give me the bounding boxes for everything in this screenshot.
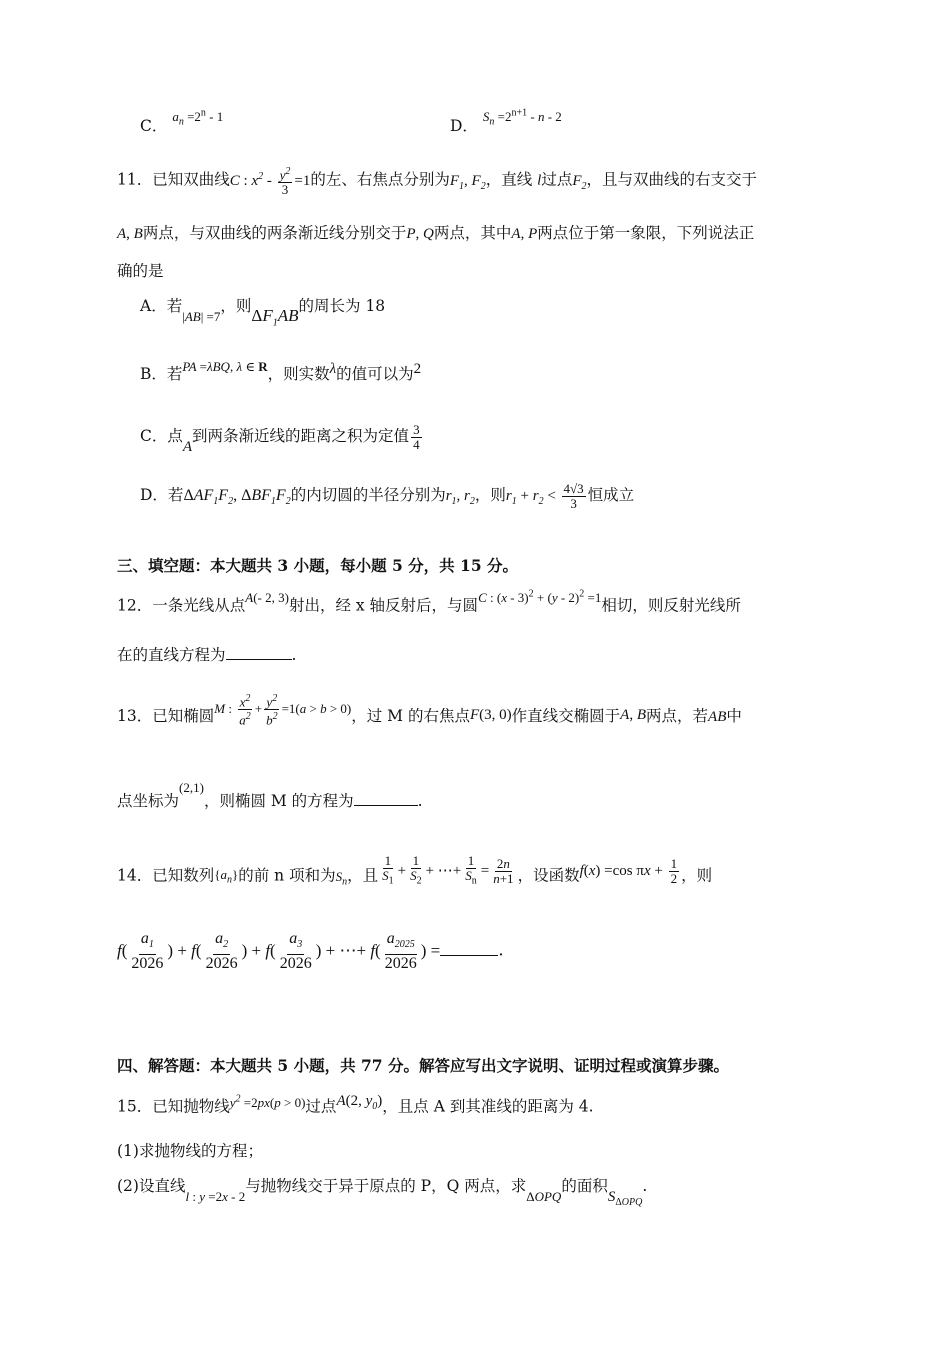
q12-text: 在的直线方程为 xyxy=(117,646,226,664)
q11-option-c-label: C．点 xyxy=(140,426,183,445)
q11-option-c xyxy=(140,422,840,455)
q14-text: ，且 xyxy=(347,866,379,885)
q15-area: $S_{\Delta OPQ}$ xyxy=(607,1189,643,1208)
q10-option-c-formula: $a_n =2^n - 1$ xyxy=(172,107,224,128)
q13-stem-line2 xyxy=(117,780,840,813)
q11-option-c-value: $\frac{3}{4}$ xyxy=(413,422,420,452)
q13-text: ，则椭圆 M 的方程为 xyxy=(203,792,354,810)
q12-text: . xyxy=(291,646,297,664)
q13-number: 13． xyxy=(117,706,153,725)
q13-text: . xyxy=(417,792,423,810)
q15-parabola-formula: y2 =2px(p > 0) xyxy=(229,1094,306,1111)
q11-foci: $F_1$, $F_2$ xyxy=(449,172,486,192)
q12-stem-line2 xyxy=(117,643,840,666)
section-4-heading: 四、解答题：本大题共 5 小题，共 77 分。解答应写出文字说明、证明过程或演算步骤。 xyxy=(117,1056,729,1075)
q11-option-c-point: A xyxy=(182,438,193,455)
q12-number: 12． xyxy=(117,596,153,615)
q12-text: 一条光线从点 xyxy=(152,596,246,615)
q13-text: 已知椭圆 xyxy=(152,706,215,725)
q13-answer-blank[interactable] xyxy=(354,789,418,806)
q11-text: 确的是 xyxy=(117,262,164,280)
q11-text: 到两条渐近线的距离之积为定值 xyxy=(192,426,410,445)
q11-option-d xyxy=(140,482,840,513)
q11-option-b-value: 2 xyxy=(413,361,422,377)
q15-part2 xyxy=(117,1175,840,1208)
q11-option-a-triangle: $\Delta F_1AB$ xyxy=(251,306,299,329)
q11-hyperbola-formula: C : $x^2$ - $\frac{y^2}{3}$ =1 xyxy=(229,166,311,198)
q11-points-pq: P, Q xyxy=(406,226,434,242)
q15-stem xyxy=(117,1093,840,1124)
q11-text: 两点位于第一象限，下列说法正 xyxy=(537,224,755,242)
q11-f2: $F_2$ xyxy=(572,172,587,192)
q14-text: ，设函数 xyxy=(517,866,580,885)
q13-text: ，过 M 的右焦点 xyxy=(351,706,470,725)
q12-text: 相切，则反射光线所 xyxy=(601,596,741,615)
q15-text: 过点 xyxy=(305,1097,337,1116)
q13-focus: F(3, 0) xyxy=(469,706,512,723)
q10-option-d-label: D． xyxy=(450,117,478,135)
q11-option-d-triangles: $\Delta AF_1F_2$, $\Delta BF_1F_2$ xyxy=(183,486,291,508)
section-3-heading: 三、填空题：本大题共 3 小题，每小题 5 分，共 15 分。 xyxy=(117,556,519,575)
q14-answer-blank[interactable] xyxy=(440,939,498,956)
q11-text: 的值可以为 xyxy=(336,365,414,383)
q10-option-c-label: C． xyxy=(140,117,168,135)
q13-text: 点坐标为 xyxy=(117,792,180,810)
q14-text: 已知数列 xyxy=(152,866,215,885)
q11-stem-line2 xyxy=(117,222,840,245)
q11-points-ap: A, P xyxy=(511,226,538,242)
q14-sum-expression: f( $\frac{a_1}{2026}$ ) + f( $\frac{a_2}{2026}$ ) + f( $\frac{a_3}{2026}$ ) + ⋯+ f( $\frac{a_{2025}}{2026}$ ) = xyxy=(117,930,441,973)
q11-line-l: l xyxy=(537,172,542,189)
q14-stem-line2 xyxy=(117,930,840,973)
q11-text: 两点，与双曲线的两条渐近线分别交于 xyxy=(142,224,407,242)
q12-stem-line1 xyxy=(117,589,840,617)
q11-text: 过点 xyxy=(541,170,573,189)
q15-text: . xyxy=(642,1177,648,1195)
q12-answer-blank[interactable] xyxy=(226,643,292,660)
q13-ellipse-formula: M : x2 a2 + y2 b2 =1(a > b > 0) xyxy=(214,693,352,728)
q10-option-d xyxy=(450,104,562,135)
q15-number: 15． xyxy=(117,1097,153,1116)
q15-point-a: A(2, $y_0$) xyxy=(336,1093,383,1113)
q11-option-a-label: A．若 xyxy=(140,297,183,315)
q11-text: ，则实数 xyxy=(267,365,330,383)
q14-function: f(x) =cos πx + $\frac{1}{2}$ xyxy=(579,855,678,886)
q14-text: 的前 n 项和为 xyxy=(238,866,336,885)
q15-text: 与抛物线交于异于原点的 P，Q 两点，求 xyxy=(245,1177,527,1195)
q11-text: 的左、右焦点分别为 xyxy=(310,170,450,189)
q11-option-a xyxy=(140,295,840,329)
q15-triangle: ΔOPQ xyxy=(526,1189,562,1204)
q12-point-a: A(- 2, 3) xyxy=(245,590,289,606)
q14-number: 14． xyxy=(117,866,153,885)
q15-line-l: l : y =2x - 2 xyxy=(185,1189,246,1204)
q11-option-b xyxy=(140,359,840,386)
q11-text: ，且与双曲线的右支交于 xyxy=(586,170,758,189)
q15-text: 的面积 xyxy=(561,1177,608,1195)
q15-part1: (1)求抛物线的方程； xyxy=(117,1142,263,1160)
q11-option-b-cond: PA =λBQ, λ ∈ R xyxy=(182,359,268,374)
q11-text: ，直线 xyxy=(485,170,533,189)
q10-option-c xyxy=(140,104,224,135)
q14-sequence: $\{a_n\}$ xyxy=(214,866,239,886)
q12-text: 射出，经 x 轴反射后，与圆 xyxy=(288,596,479,615)
q11-text: ，则 xyxy=(220,297,252,315)
q13-text: 两点，若 xyxy=(646,706,709,725)
q15-text: ，且点 A 到其准线的距离为 4. xyxy=(382,1097,594,1116)
q14-sum-sn: $S_n$ xyxy=(335,868,348,888)
q11-points-ab: A, B xyxy=(117,226,143,242)
q15-text: (2)设直线 xyxy=(117,1177,186,1195)
q11-stem-line3 xyxy=(117,260,840,282)
q12-circle-formula: C : (x - 3)2 + (y - 2)2 =1 xyxy=(478,589,602,606)
q13-midpoint: (2,1) xyxy=(179,780,204,795)
q11-option-d-radii: $r_1$, $r_2$ xyxy=(445,487,475,507)
q13-text: 中 xyxy=(726,706,742,725)
q11-text: 两点，其中 xyxy=(433,224,512,242)
q11-option-d-inequality: $r_1 + r_2$ < $\frac{4√3}{3}$ xyxy=(505,481,584,511)
q11-text: 的周长为 18 xyxy=(298,297,386,315)
q11-text: 恒成立 xyxy=(587,485,635,504)
q13-stem-line1 xyxy=(117,693,840,736)
q11-text: 的内切圆的半径分别为 xyxy=(290,485,446,504)
q11-option-b-lambda: λ xyxy=(329,361,337,377)
q13-segment-ab: AB xyxy=(708,708,727,725)
q11-stem-line1 xyxy=(117,165,840,198)
q11-number: 11． xyxy=(117,170,153,189)
q11-text: 已知双曲线 xyxy=(152,170,230,189)
q11-option-b-label: B．若 xyxy=(140,365,183,383)
q14-sum-condition: $\frac{1}{S_1}$ + $\frac{1}{S_2}$ + ⋯+ $\frac{1}{S_n}$ = $\frac{2n}{n+1}$ xyxy=(382,853,514,887)
q13-text: 作直线交椭圆于 xyxy=(511,706,621,725)
q14-stem-line1 xyxy=(117,853,840,895)
q11-option-a-cond: |AB| =7 xyxy=(182,309,221,324)
q14-text: . xyxy=(498,940,504,961)
q15-text: 已知抛物线 xyxy=(152,1097,230,1116)
q13-points-ab: A, B xyxy=(620,706,647,723)
q10-option-d-formula: $S_n =2^{n+1} - n - 2$ xyxy=(482,107,562,128)
q14-text: ，则 xyxy=(681,866,713,885)
q11-text: ，则 xyxy=(474,485,506,504)
q11-option-d-label: D．若 xyxy=(140,485,184,504)
